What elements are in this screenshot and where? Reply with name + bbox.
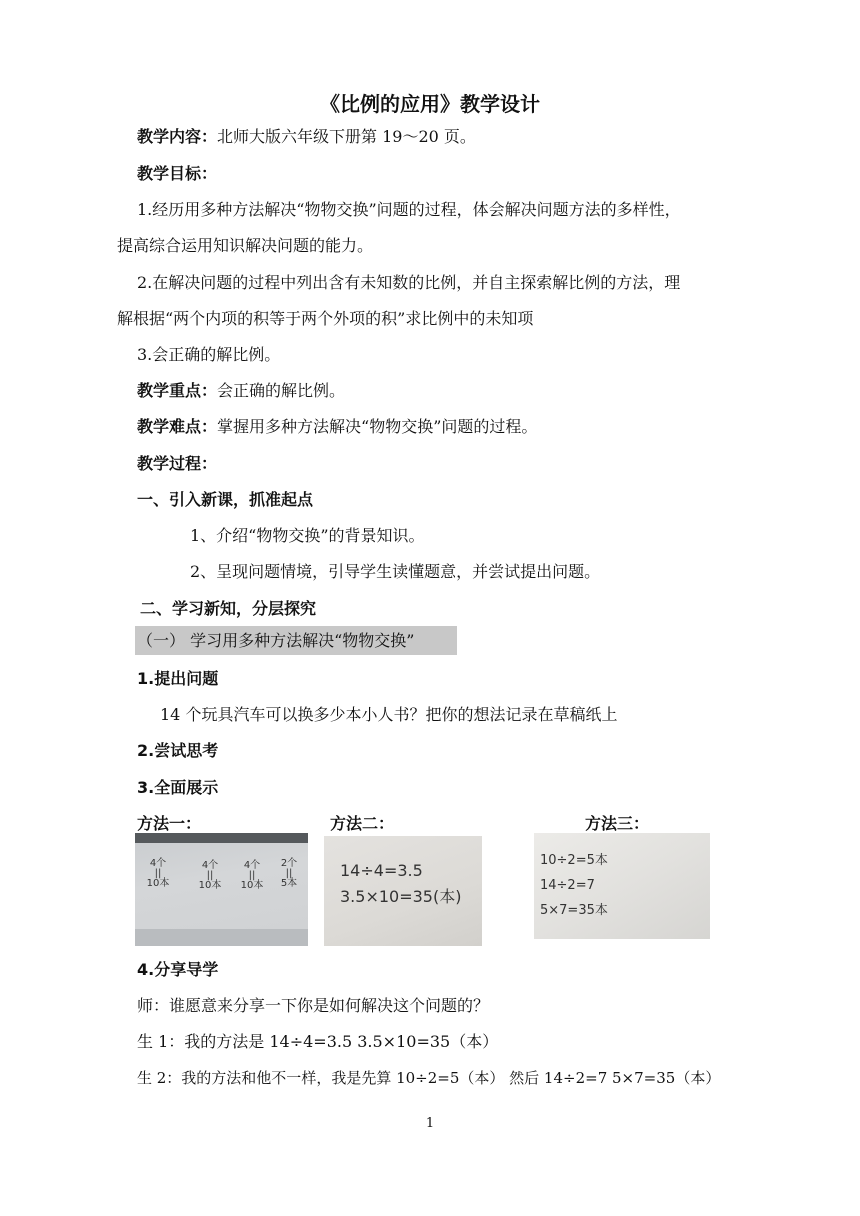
method1-column-2 bbox=[195, 861, 225, 891]
goal2-line1: 2.在解决问题的过程中列出含有未知数的比例，并自主探索解比例的方法，理 bbox=[137, 273, 681, 292]
key-point-label: 教学重点： bbox=[137, 381, 218, 400]
step4-heading: 4.分享导学 bbox=[137, 960, 219, 979]
method1-column-3 bbox=[237, 861, 267, 891]
section1-item2: 2、呈现问题情境，引导学生读懂题意，并尝试提出问题。 bbox=[190, 562, 601, 581]
teaching-content-label: 教学内容： bbox=[137, 127, 218, 146]
method1-col3-equals: || bbox=[248, 870, 256, 881]
key-point-line bbox=[137, 380, 345, 402]
subsection1-heading: （一） 学习用多种方法解决“物物交换” bbox=[137, 631, 415, 650]
teaching-goals-label: 教学目标： bbox=[137, 164, 218, 183]
goal1-line1: 1.经历用多种方法解决“物物交换”问题的过程，体会解决问题方法的多样性， bbox=[137, 200, 681, 219]
keyboard-edge bbox=[135, 833, 308, 843]
goal1-line2: 提高综合运用知识解决问题的能力。 bbox=[117, 236, 374, 255]
method1-col3-bottom: 10本 bbox=[240, 880, 264, 891]
teaching-content-text: 北师大版六年级下册第 19～20 页。 bbox=[217, 127, 476, 146]
method1-column-1 bbox=[143, 859, 173, 889]
method2-label: 方法二： bbox=[330, 814, 395, 833]
step1-heading: 1.提出问题 bbox=[137, 669, 219, 688]
method1-col4-bottom: 5本 bbox=[280, 878, 298, 889]
section2-heading: 二、学习新知，分层探究 bbox=[140, 599, 317, 618]
method1-col2-equals: || bbox=[206, 870, 214, 881]
document-title: 《比例的应用》教学设计 bbox=[320, 92, 540, 116]
step3-heading: 3.全面展示 bbox=[137, 778, 219, 797]
method1-col2-top: 4个 bbox=[201, 860, 219, 871]
method1-photo bbox=[135, 833, 308, 946]
section1-item1: 1、介绍“物物交换”的背景知识。 bbox=[190, 526, 425, 545]
method1-col4-equals: || bbox=[285, 868, 293, 879]
method1-col1-equals: || bbox=[154, 868, 162, 879]
method2-photo bbox=[324, 836, 482, 946]
difficulty-label: 教学难点： bbox=[137, 417, 218, 436]
method3-line3: 5×7=35本 bbox=[540, 903, 608, 918]
goal3: 3.会正确的解比例。 bbox=[137, 345, 281, 364]
method1-col3-top: 4个 bbox=[243, 860, 261, 871]
method1-col2-bottom: 10本 bbox=[198, 880, 222, 891]
teacher-line: 师：谁愿意来分享一下你是如何解决这个问题的？ bbox=[137, 996, 490, 1015]
difficulty-line bbox=[137, 416, 537, 438]
method1-col4-top: 2个 bbox=[280, 858, 298, 869]
key-point-text: 会正确的解比例。 bbox=[217, 381, 346, 400]
page-number: 1 bbox=[425, 1116, 435, 1131]
photo-shadow bbox=[135, 929, 308, 946]
difficulty-text: 掌握用多种方法解决“物物交换”问题的过程。 bbox=[217, 417, 538, 436]
method3-line1: 10÷2=5本 bbox=[540, 853, 608, 868]
method3-label: 方法三： bbox=[585, 814, 650, 833]
student2-line: 生 2：我的方法和他不一样，我是先算 10÷2=5（本） 然后 14÷2=7 5×7=35（本） bbox=[137, 1069, 721, 1087]
goal2-line2: 解根据“两个内项的积等于两个外项的积”求比例中的未知项 bbox=[117, 309, 534, 328]
method3-photo bbox=[534, 833, 710, 939]
method1-column-4 bbox=[275, 859, 303, 889]
method3-line2: 14÷2=7 bbox=[540, 878, 595, 893]
teaching-process-label: 教学过程： bbox=[137, 454, 218, 473]
method2-line2: 3.5×10=35(本) bbox=[340, 887, 462, 906]
step2-heading: 2.尝试思考 bbox=[137, 741, 219, 760]
student1-line: 生 1：我的方法是 14÷4=3.5 3.5×10=35（本） bbox=[137, 1032, 499, 1051]
method1-col1-top: 4个 bbox=[149, 858, 167, 869]
method1-label: 方法一： bbox=[137, 814, 202, 833]
method2-line1: 14÷4=3.5 bbox=[340, 861, 423, 880]
teaching-content-line bbox=[137, 126, 476, 148]
method1-col1-bottom: 10本 bbox=[146, 878, 170, 889]
question-text: 14 个玩具汽车可以换多少本小人书？把你的想法记录在草稿纸上 bbox=[160, 705, 618, 724]
section1-heading: 一、引入新课，抓准起点 bbox=[137, 490, 314, 509]
